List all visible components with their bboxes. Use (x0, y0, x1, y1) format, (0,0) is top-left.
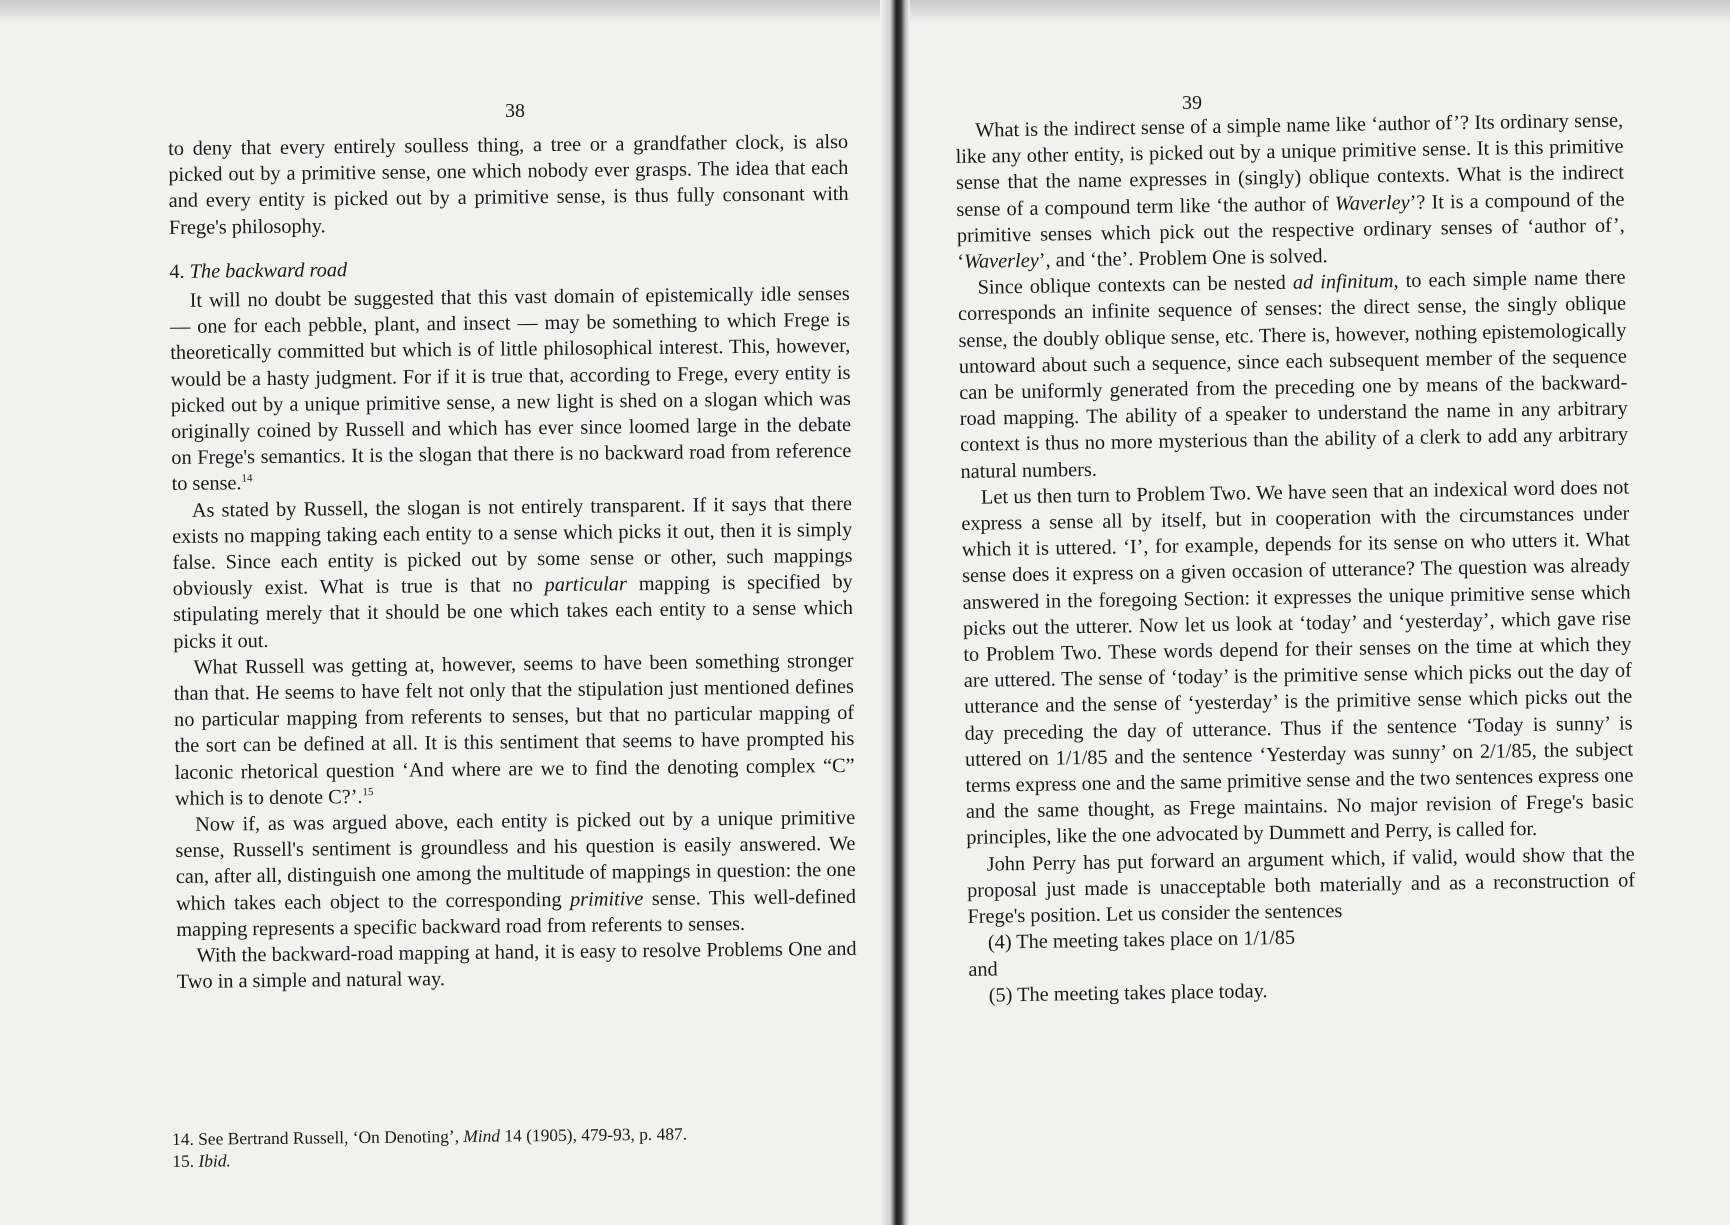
connector-and: and (968, 957, 998, 981)
section-number: 4. (169, 260, 185, 283)
right-paragraph-4: John Perry has put forward an argument which, if valid, would show that the proposal just made is unacceptable both materially and as a reconstruction of Frege's position. Let us consider the sentences (966, 843, 1636, 928)
book-gutter (880, 0, 910, 1225)
left-paragraph-5-emphasis: primitive (569, 887, 644, 911)
right-paragraph-1 (955, 108, 1625, 276)
example-sentence-4: (4) The meeting takes place on 1/1/85 (987, 927, 1296, 954)
footnote-14-journal: Mind (463, 1125, 501, 1146)
left-paragraph-2 (170, 281, 852, 498)
right-paragraph-1-text-b: ’? It is a compound of the primitive senses which pick out the respective ordinary senses of ‘author of’, ‘ (956, 188, 1625, 273)
footnote-ref-14: 14 (241, 472, 253, 485)
left-paragraph-2-text: It will no doubt be suggested that this vast domain of epistemically idle senses — one for each pebble, plant, and insect — may be something to which Frege is theoretically committed but which is of little philosophical interest. This, however, would be a hasty judgment. For if it is true that, according to Frege, every entity is picked out by a unique primitive sense, a new light is shed on a slogan which was originally coined by Russell and which has ever since loomed large in the debate on Frege's semantics. It is the slogan that there is no backward road from reference to sense. (169, 282, 852, 496)
right-paragraph-1-emphasis-1: Waverley (1334, 191, 1410, 215)
right-page (910, 0, 1730, 1225)
footnote-14-text-b: 14 (1905), 479-93, p. 487. (499, 1123, 688, 1146)
right-paragraph-2-text-a: Since oblique contexts can be nested (977, 271, 1294, 299)
right-page-body (955, 108, 1637, 1009)
left-paragraph-5 (175, 805, 856, 943)
left-paragraph-5-text-b: sense. This well-defined mapping represents a specific backward road from referents to senses. (176, 885, 857, 941)
footnote-15-ibid: Ibid. (198, 1150, 231, 1171)
left-paragraph-1: to deny that every entirely soulless thing, a tree or a grandfather clock, is also picked out by a primitive sense, one which nobody ever grasps. The idea that each and every entity is picked out by a primitive sense, is thus fully consonant with Frege's philosophy. (168, 130, 849, 239)
left-paragraph-3-text-a: As stated by Russell, the slogan is not entirely transparent. If it says that there exists no mapping taking each entity to a sense which picks it out, then it is simply false. Since each entity is picked out by some sense or other, such mappings obviously exist. What is true is that no (172, 492, 853, 601)
left-paragraph-4 (173, 648, 855, 812)
left-paragraph-3-emphasis: particular (544, 573, 627, 597)
right-paragraph-3: Let us then turn to Problem Two. We have seen that an indexical word does not express a sense all by itself, but in cooperation with the circumstances under which it is uttered. ‘I’, for example, depends for its sense on who utters it. What sense does it express on a given occasion of utterance? The question was already answered in the foregoing Section: it expresses the unique primitive sense which picks out the utterer. Now let us look at ‘today’ and ‘yesterday’, which gave rise to Problem Two. These words depend for their senses on the time at which they are uttered. The sense of ‘today’ is the primitive sense which picks out the day of utterance and the sense of ‘yesterday’ is the primitive sense which picks out the day preceding the day of utterance. Thus if the sentence ‘Today is sunny’ is uttered on 1/1/85 and the sentence ‘Yesterday was sunny’ on 2/1/85, the subject terms express one and the same primitive sense and the two sentences express one and the same thought, as Frege maintains. No major revision of Frege's basic principles, like the one advocated by Dummett and Perry, is called for. (961, 476, 1634, 850)
example-sentence-5: (5) The meeting takes place today. (988, 979, 1268, 1007)
left-paragraph-6: With the backward-road mapping at hand, it is easy to resolve Problems One and Two in a simple and natural way. (176, 937, 857, 994)
left-paragraph-4-text: What Russell was getting at, however, seems to have been something stronger than that. He seems to have felt not only that the stipulation just mentioned defines no particular mapping from referents to senses, but that no particular mapping of the sort can be defined at all. It is this sentiment that seems to have prompted his laconic rhetorical question ‘And where are we to find the denoting complex “C” which is to denote C?’. (173, 649, 855, 810)
right-paragraph-1-text-a: What is the indirect sense of a simple name like ‘author of’? Its ordinary sense, like any other entity, is picked out by a unique primitive sense. It is this primitive sense that the name expresses in (singly) oblique contexts. What is the indirect sense of a compound term like ‘the author of (955, 109, 1625, 221)
footnote-15-number: 15. (172, 1150, 199, 1171)
left-paragraph-3-text-b: mapping is specified by stipulating merely that it should be one which takes each entity to a sense which picks it out. (172, 571, 854, 653)
footnote-14-text-a: 14. See Bertrand Russell, ‘On Denoting’, (172, 1125, 464, 1149)
right-paragraph-2-text-b: , to each simple name there corresponds an infinite sequence of senses: the direct sense, the singly oblique sense, the doubly oblique sense, etc. There is, however, nothing epistemologically untoward about such a sequence, since each subsequent member of the sequence can be uniformly generated from the preceding one by means of the backward-road mapping. The ability of a speaker to understand the name in any arbitrary context is thus no more mysterious than the ability of a clerk to add any arbitrary natural numbers. (957, 266, 1629, 483)
right-paragraph-1-emphasis-2: Waverley (963, 249, 1039, 273)
right-paragraph-2 (957, 265, 1628, 485)
right-paragraph-1-text-c: ’, and ‘the’. Problem One is solved. (1038, 245, 1328, 272)
footnotes (172, 1121, 852, 1172)
section-title: The backward road (189, 258, 348, 283)
section-heading (169, 252, 849, 285)
footnote-ref-15: 15 (362, 785, 374, 799)
right-paragraph-2-emphasis: ad infinitum (1292, 270, 1394, 294)
page-number-left: 38 (505, 100, 525, 122)
page-number-right: 39 (1182, 92, 1202, 114)
left-paragraph-5-text-a: Now if, as was argued above, each entity is picked out by a unique primitive sense, Russell's sentiment is groundless and his question is easily answered. We can, after all, distinguish one among the multitude of mappings in question: the one which takes each object to the corresponding (175, 806, 856, 915)
left-page-body (168, 129, 857, 996)
left-paragraph-3 (172, 490, 854, 654)
